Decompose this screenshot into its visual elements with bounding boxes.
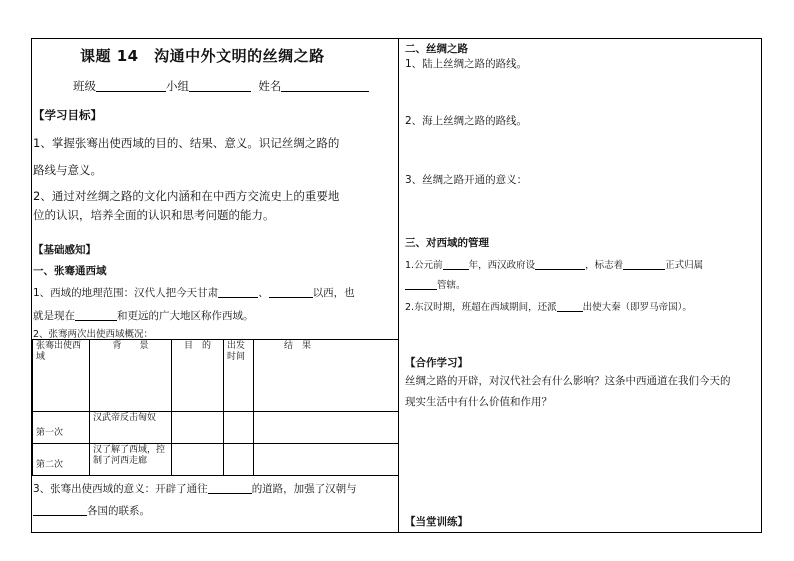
m1-blank-4[interactable] — [405, 278, 437, 290]
group-label: 小组 — [166, 79, 189, 93]
m1-text-e: 管辖。 — [437, 280, 466, 291]
m1-blank-3[interactable] — [623, 258, 665, 270]
section2-heading: 二、丝绸之路 — [405, 43, 468, 55]
table-header-cell: 目 的 — [172, 340, 224, 412]
question-1-text-b: 、 — [258, 287, 269, 299]
objectives-heading: 【学习目标】 — [33, 108, 102, 122]
table-header-cell: 张骞出使西 域 — [33, 340, 90, 412]
cooperative-question-line1: 丝绸之路的开辟，对汉代社会有什么影响？这条中西通道在我们今天的 — [405, 375, 731, 387]
question-1-line2 — [33, 308, 254, 323]
table-cell-empty[interactable] — [224, 444, 254, 476]
mission-table — [32, 339, 399, 476]
table-cell-empty[interactable] — [172, 412, 224, 444]
m1-text-b: 年，西汉政府设 — [468, 260, 536, 271]
objective-1-line1: 1、掌握张骞出使西域的目的、结果、意义。识记丝绸之路的 — [33, 136, 340, 150]
table-header-row — [33, 340, 399, 412]
table-header-cell: 出发时间 — [224, 340, 254, 412]
question-3-text-c: 各国的联系。 — [87, 505, 150, 517]
management-q2 — [405, 299, 692, 313]
cooperative-question-line2: 现实生活中有什么价值和作用？ — [405, 396, 552, 408]
basics-heading: 【基础感知】 — [33, 244, 96, 256]
management-q1-line1 — [405, 257, 703, 271]
question-3-line1 — [33, 481, 357, 496]
table-row-label: 第二次 — [33, 444, 90, 476]
q1-blank-1[interactable] — [218, 286, 258, 298]
question-1-text-d: 就是现在 — [33, 310, 75, 322]
question-1-text-a: 1、西域的地理范围：汉代人把今天甘肃 — [33, 287, 219, 299]
section3-heading: 三、对西域的管理 — [405, 237, 489, 249]
table-row — [33, 444, 399, 476]
m1-blank-2[interactable] — [535, 258, 585, 270]
name-blank[interactable] — [281, 80, 369, 92]
q3-blank-1[interactable] — [208, 482, 252, 494]
class-blank[interactable] — [96, 80, 166, 92]
class-label: 班级 — [73, 79, 96, 93]
objective-2-line2: 位的认识，培养全面的认识和思考问题的能力。 — [33, 208, 275, 222]
question-3-text-a: 3、张骞出使西域的意义：开辟了通往 — [33, 483, 208, 495]
table-cell-empty[interactable] — [254, 444, 399, 476]
route-sea: 2、海上丝绸之路的路线。 — [405, 115, 528, 127]
question-1-line1 — [33, 285, 355, 300]
m1-blank-1[interactable] — [443, 258, 469, 270]
question-1-text-c: 以西，也 — [312, 287, 355, 299]
m1-text-d: 正式归属 — [665, 260, 704, 271]
question-1-text-e: 和更远的广大地区称作西域。 — [117, 310, 254, 322]
objective-2-line1: 2、通过对丝绸之路的文化内涵和在中西方交流史上的重要地 — [33, 189, 340, 203]
m2-text-a: 2.东汉时期，班超在西域期间，还派 — [405, 302, 557, 313]
question-2: 2、张骞两次出使西域概况： — [33, 329, 154, 340]
table-cell-empty[interactable] — [224, 412, 254, 444]
table-cell-empty[interactable] — [172, 444, 224, 476]
m2-text-b: 出使大秦（即罗马帝国）。 — [582, 302, 692, 313]
table-header-cell: 结 果 — [254, 340, 399, 412]
route-land: 1、陆上丝绸之路的路线。 — [405, 58, 528, 70]
q1-blank-3[interactable] — [75, 309, 117, 321]
table-cell-empty[interactable] — [254, 412, 399, 444]
cooperative-heading: 【合作学习】 — [405, 357, 468, 369]
student-info-line — [73, 78, 369, 94]
route-significance: 3、丝绸之路开通的意义： — [405, 174, 528, 186]
table-row-background: 汉了解了西域，控制了河西走廊 — [90, 444, 172, 476]
m2-blank-1[interactable] — [557, 300, 583, 312]
name-label: 姓名 — [258, 79, 282, 93]
q3-blank-2[interactable] — [33, 504, 87, 516]
group-blank[interactable] — [189, 80, 251, 92]
question-3-line2 — [33, 503, 150, 518]
question-3-text-b: 的道路，加强了汉朝与 — [251, 483, 357, 495]
table-row-label: 第一次 — [33, 412, 90, 444]
q1-blank-2[interactable] — [269, 286, 313, 298]
objective-1-line2: 路线与意义。 — [33, 163, 102, 177]
m1-text-a: 1.公元前 — [405, 260, 443, 271]
table-header-cell: 背 景 — [90, 340, 172, 412]
table-row — [33, 412, 399, 444]
lesson-title: 课题 14 沟通中外文明的丝绸之路 — [80, 47, 325, 65]
section1-heading: 一、张骞通西域 — [33, 265, 107, 277]
table-row-background: 汉武帝反击匈奴 — [90, 412, 172, 444]
practice-heading: 【当堂训练】 — [405, 516, 468, 528]
m1-text-c: ，标志着 — [585, 260, 624, 271]
management-q1-line2 — [405, 277, 466, 291]
